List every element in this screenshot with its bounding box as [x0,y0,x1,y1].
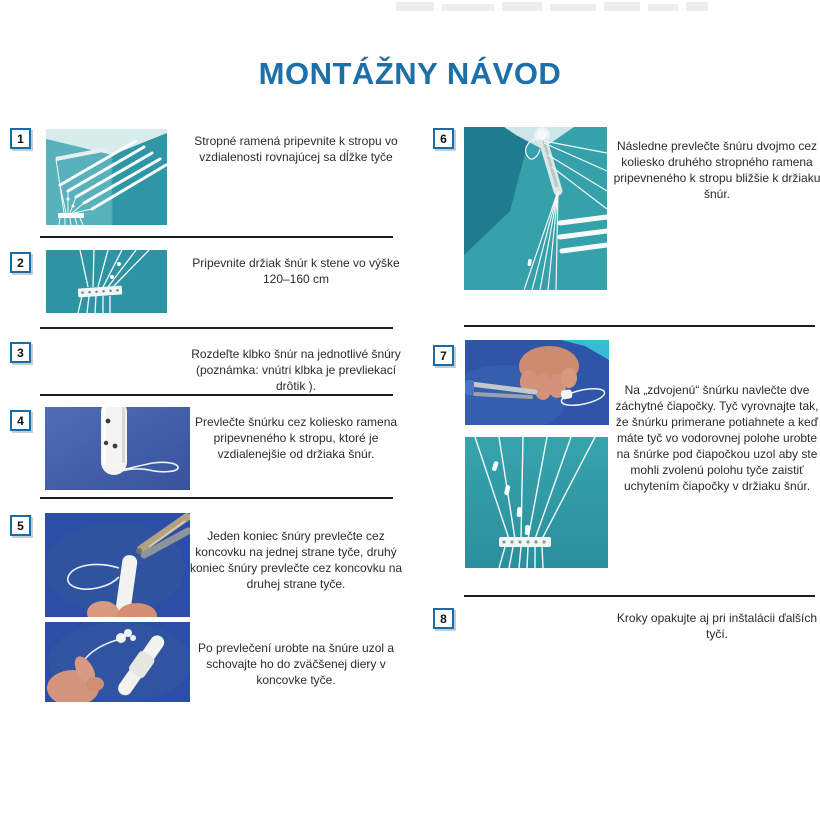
step-3-badge [10,342,31,363]
step-5-text: Jeden koniec šnúry prevlečte cez koncovku na jednej strane tyče, druhý koniec šnúry prevlečte cez koncovku na druhej strane tyče. [189,529,403,591]
step-5-number: 5 [17,518,24,533]
ghost-text-fragment [442,4,494,11]
step-1-number: 1 [17,131,24,146]
step-8-badge [433,608,454,629]
step-5-photo [45,513,190,617]
ghost-text-fragment [648,4,678,11]
cord-holder-illustration [46,250,167,313]
step-1-text: Stropné ramená pripevnite k stropu vo vzdialenosti rovnajúcej sa dĺžke tyče [194,134,398,164]
step-5-text-2: Po prevlečení urobte na šnúre uzol a schovajte ho do zväčšenej diery v koncovke tyče. [197,641,395,687]
step-1-badge [10,128,31,149]
step-2-text: Pripevnite držiak šnúr k stene vo výške 120–160 cm [192,256,400,286]
divider [40,497,393,499]
step-7-photo [465,340,609,425]
page-title: MONTÁŽNY NÁVOD [258,56,562,91]
divider [464,325,815,327]
divider [40,394,393,396]
step-2-photo [46,250,167,313]
tube-end-cord-illustration [45,407,190,490]
step-6-photo [464,127,607,290]
step-1-photo [46,129,167,225]
ghost-text-fragment [604,2,640,11]
step-2-badge [10,252,31,273]
step-8-text: Kroky opakujte aj pri inštalácii ďalších tyčí. [616,611,818,641]
step-7-badge [433,345,454,366]
pliers-cord-tube-illustration [45,513,190,617]
ceiling-dryer-illustration [46,129,167,225]
ghost-text-fragment [686,2,708,11]
step-4-photo [45,407,190,490]
step-7-photo-2 [465,437,608,568]
threading-caps-illustration [465,340,609,425]
step-6-number: 6 [440,131,447,146]
ceiling-arm-pulley-illustration [464,127,607,290]
ghost-text-fragment [502,2,542,11]
step-2-number: 2 [17,255,24,270]
step-8-number: 8 [440,611,447,626]
step-7-number: 7 [440,348,447,363]
step-6-badge [433,128,454,149]
step-5-photo-2 [45,622,190,702]
step-4-text: Prevlečte šnúrku cez koliesko ramena pripevneného k stropu, ktoré je vzdialenejšie od držiaka šnúr. [194,415,398,461]
divider [464,595,815,597]
cords-with-caps-illustration [465,437,608,568]
step-4-badge [10,410,31,431]
ghost-text-fragment [550,4,596,11]
step-6-text: Následne prevlečte šnúru dvojmo cez koliesko druhého stropného ramena pripevneného k stropu bližšie k držiaku šnúr. [613,139,820,201]
step-3-text: Rozdeľte klbko šnúr na jednotlivé šnúry (poznámka: vnútri klbka je prevliekací drôtik ). [191,347,401,393]
step-4-number: 4 [17,413,24,428]
knot-in-tube-illustration [45,622,190,702]
step-5-badge [10,515,31,536]
step-3-number: 3 [17,345,24,360]
divider [40,236,393,238]
ghost-text-fragment [396,2,434,11]
divider [40,327,393,329]
step-7-text: Na „zdvojenú“ šnúrku navlečte dve záchytné čiapočky. Tyč vyrovnajte tak, že šnúrku primerane potiahnete a keď máte tyč vo vodorovnej polohe urobte na šnúrke pod čiapočkou uzol aby ste mohli zvolenú polohu tyče zaistiť uchytením čiapočky v držiaku šnúr. [615,383,819,493]
